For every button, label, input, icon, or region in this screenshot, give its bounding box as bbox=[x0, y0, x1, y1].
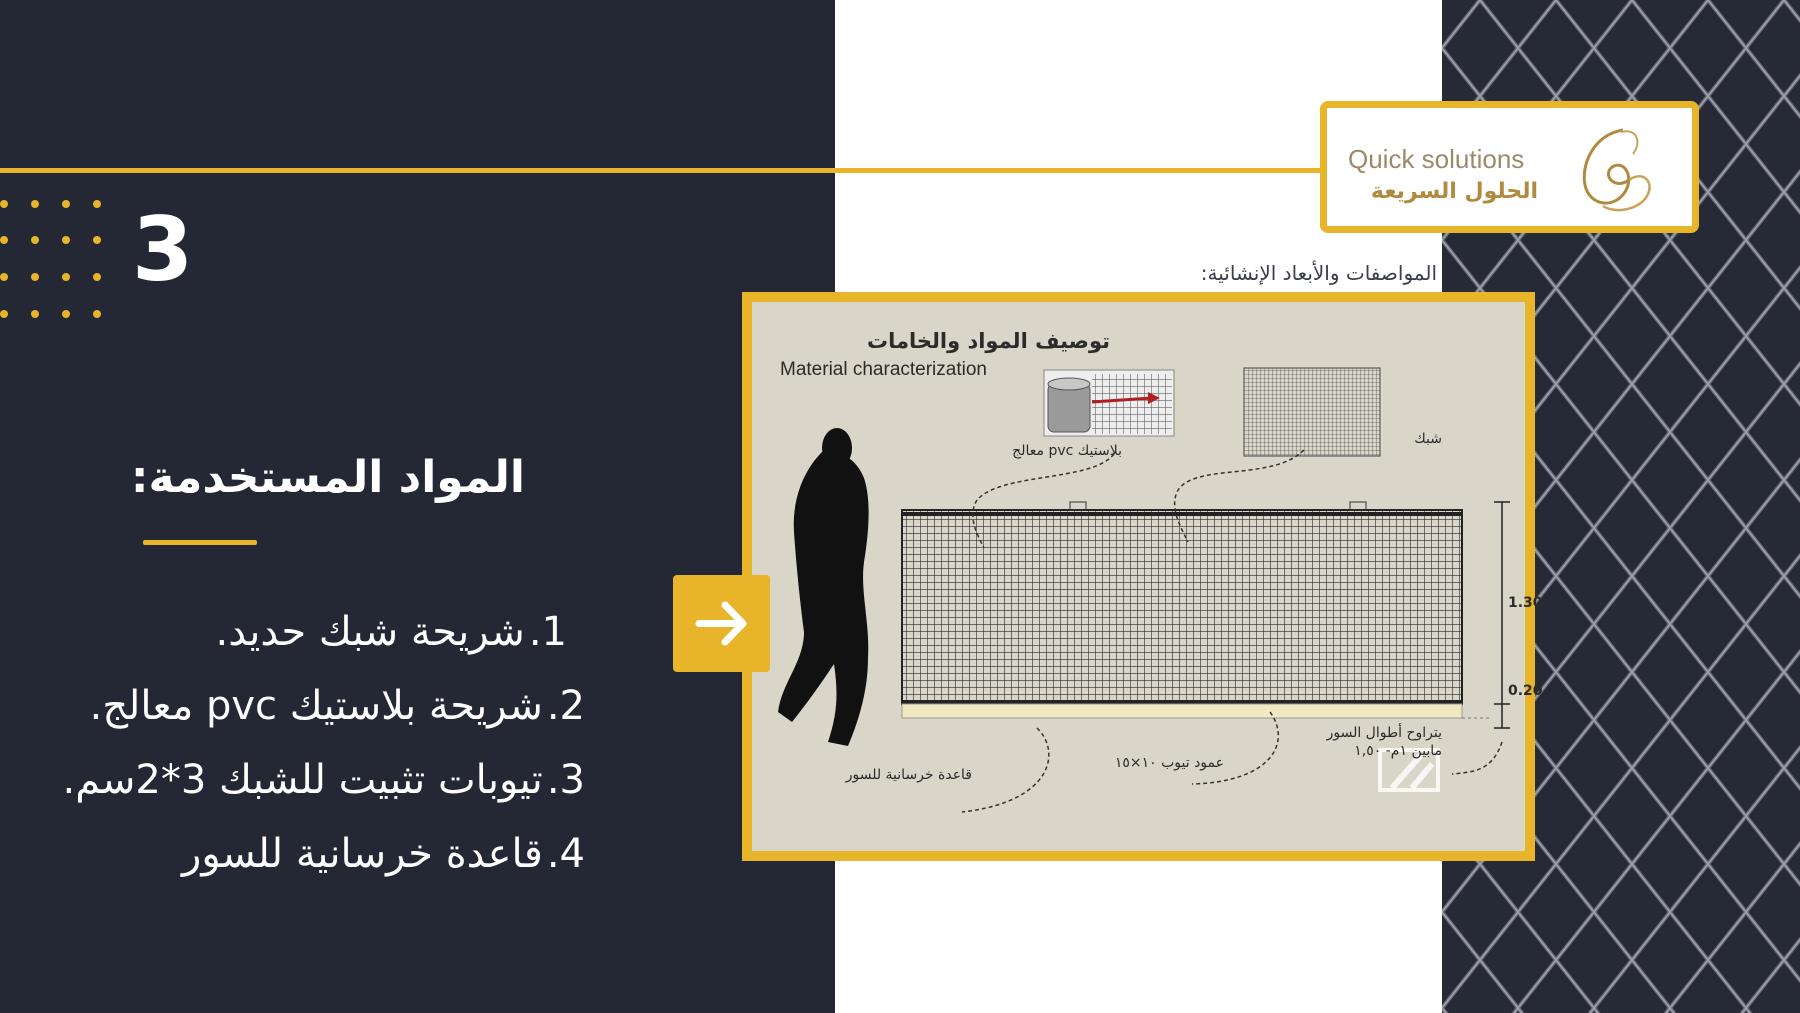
title-underline bbox=[143, 540, 257, 545]
label-mesh: شبك bbox=[1414, 431, 1442, 447]
section-title: المواد المستخدمة: bbox=[130, 452, 525, 503]
logo-mark-icon bbox=[1563, 120, 1663, 220]
company-logo bbox=[1320, 101, 1699, 233]
figure-title-arabic: توصيف المواد والخامات bbox=[867, 329, 1110, 353]
label-plastic: بلاستيك pvc معالج bbox=[1012, 443, 1122, 459]
figure-title-english: Material characterization bbox=[780, 359, 987, 380]
label-length-line2: مابين ١م- ١,٥٠ bbox=[1354, 743, 1442, 759]
figure-caption: المواصفات والأبعاد الإنشائية: bbox=[1200, 261, 1437, 285]
list-item: 3.تيوبات تثبيت للشبك 3*2سم. bbox=[62, 757, 585, 803]
mesh-sample-image bbox=[1244, 368, 1380, 456]
dot-grid-decoration bbox=[0, 200, 110, 325]
materials-list bbox=[40, 595, 585, 891]
list-item: 4.قاعدة خرسانية للسور bbox=[182, 831, 585, 877]
list-item: 1.شريحة شبك حديد. bbox=[215, 609, 567, 655]
material-spec-figure bbox=[742, 292, 1543, 861]
label-height-base: 0.20 bbox=[1508, 683, 1543, 699]
logo-name-arabic: الحلول السريعة bbox=[1370, 179, 1538, 204]
concrete-base bbox=[902, 704, 1462, 718]
arrow-right-icon bbox=[691, 593, 752, 654]
person-silhouette bbox=[778, 428, 869, 746]
label-length-line1: يتراوح أطوال السور bbox=[1326, 725, 1442, 741]
logo-name-english: Quick solutions bbox=[1348, 144, 1525, 174]
label-concrete-base: قاعدة خرسانية للسور bbox=[845, 767, 972, 783]
list-item: 2.شريحة بلاستيك pvc معالج. bbox=[89, 683, 585, 729]
slide-number: 3 bbox=[132, 198, 194, 301]
label-post: عمود تيوب ١٠×١٥ bbox=[1114, 755, 1224, 771]
next-button[interactable] bbox=[673, 575, 770, 672]
label-height-main: 1.30 bbox=[1508, 595, 1543, 611]
fence-mesh bbox=[902, 510, 1462, 704]
header-divider-line bbox=[0, 168, 1325, 173]
